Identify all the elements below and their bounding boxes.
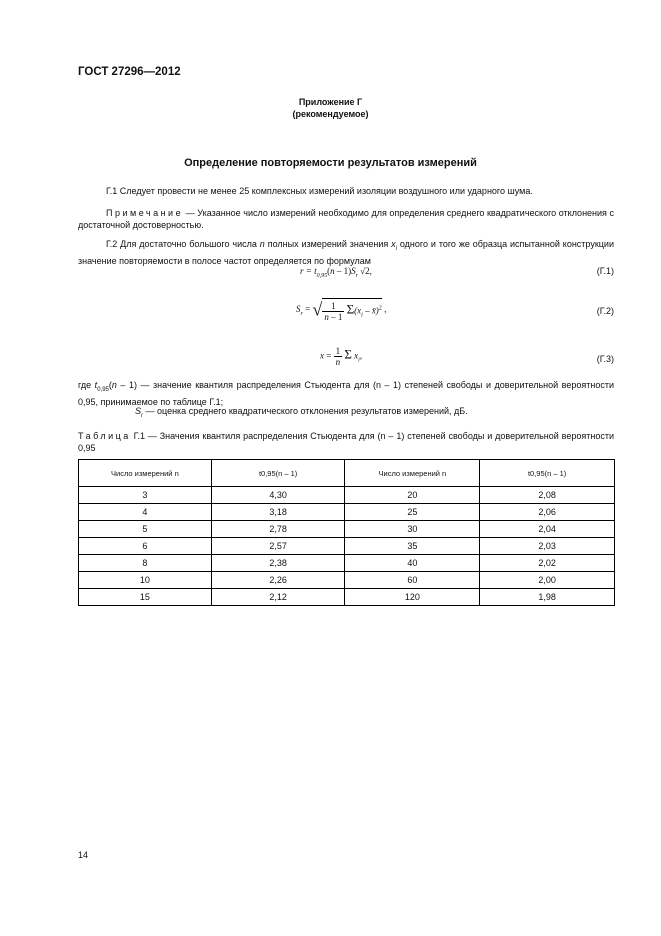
g2-part-c: одного и того же образца испытанной конструкции значение повторяемости в полосе частот определяется по формулам bbox=[78, 239, 614, 266]
table-row bbox=[79, 589, 615, 606]
table-cell: 25 bbox=[345, 504, 480, 521]
table-cell: 35 bbox=[345, 538, 480, 555]
table-caption bbox=[78, 430, 614, 454]
table-row bbox=[79, 538, 615, 555]
table-caption-text: Г.1 — Значения квантиля распределения Стьюдента для (n – 1) степеней свободы и доверительной вероятности 0,95 bbox=[78, 431, 614, 453]
table-cell: 40 bbox=[345, 555, 480, 572]
table-cell: 2,08 bbox=[480, 487, 615, 504]
header-t-left: t0,95(n – 1) bbox=[211, 460, 345, 487]
table-cell: 2,26 bbox=[211, 572, 345, 589]
table-cell: 2,12 bbox=[211, 589, 345, 606]
note-label: Примечание bbox=[106, 208, 184, 218]
table-cell: 5 bbox=[79, 521, 212, 538]
table-cell: 20 bbox=[345, 487, 480, 504]
formula-g2: $S_r$ = √ $\frac{1}{n - 1}$ $\Sigma(x_i$ – x̄)$^2$ , bbox=[296, 299, 387, 322]
g2-i: i bbox=[395, 245, 397, 252]
student-quantile-table bbox=[78, 459, 615, 606]
formula-g2-number: (Г.2) bbox=[596, 306, 614, 316]
table-header-row bbox=[79, 460, 615, 487]
table-cell: 3,18 bbox=[211, 504, 345, 521]
where-t-definition: где $t_{0,95}(n - 1)$ — значение квантиля распределения Стьюдента для (n – 1) степеней свободы и доверительной вероятности 0,95, принимаемое по таблице Г.1; bbox=[78, 380, 615, 407]
table-cell: 4 bbox=[79, 504, 212, 521]
note-text: — Указанное число измерений необходимо для определения среднего квадратического отклонения с достаточной достоверностью. bbox=[78, 208, 614, 230]
table-cell: 30 bbox=[345, 521, 480, 538]
header-t-right: t0,95(n – 1) bbox=[480, 460, 615, 487]
table-cell: 4,30 bbox=[211, 487, 345, 504]
table-caption-label: Таблица bbox=[78, 431, 131, 441]
g2-part-b: полных измерений значения bbox=[264, 239, 392, 249]
where-label: где bbox=[78, 380, 95, 390]
table-row bbox=[79, 555, 615, 572]
header-n-left: Число измерений n bbox=[79, 460, 212, 487]
table-cell: 2,03 bbox=[480, 538, 615, 555]
table-cell: 120 bbox=[345, 589, 480, 606]
standard-number: ГОСТ 27296—2012 bbox=[78, 66, 181, 78]
table-cell: 2,78 bbox=[211, 521, 345, 538]
where-s-definition: $S_r$ — оценка среднего квадратического отклонения результатов измерений, дБ. bbox=[135, 406, 468, 419]
table-cell: 3 bbox=[79, 487, 212, 504]
table-cell: 2,00 bbox=[480, 572, 615, 589]
formula-g3-number: (Г.3) bbox=[596, 354, 614, 364]
table-cell: 15 bbox=[79, 589, 212, 606]
g2-x: x bbox=[391, 239, 396, 249]
table-row bbox=[79, 521, 615, 538]
paragraph-g1 bbox=[78, 185, 614, 197]
table-row bbox=[79, 487, 615, 504]
table-cell: 2,02 bbox=[480, 555, 615, 572]
paragraph-g2 bbox=[78, 238, 614, 267]
t-definition-text: — значение квантиля распределения Стьюдента для (n – 1) степеней свободы и доверительной вероятности 0,95, принимаемое по таблице Г.1; bbox=[78, 380, 615, 407]
formula-g1: $r = t_{0,95}(n - 1)S_r$ √2, bbox=[300, 266, 372, 279]
appendix-title: Приложение Г bbox=[298, 97, 363, 107]
paragraph-g1-text: Г.1 Следует провести не менее 25 комплексных измерений изоляции воздушного или ударного шума. bbox=[106, 186, 533, 196]
table-cell: 1,98 bbox=[480, 589, 615, 606]
header-n-right: Число измерений n bbox=[345, 460, 480, 487]
table-cell: 6 bbox=[79, 538, 212, 555]
section-heading: Определение повторяемости результатов измерений bbox=[184, 157, 477, 169]
table-cell: 2,38 bbox=[211, 555, 345, 572]
g2-n: n bbox=[259, 239, 265, 249]
formula-g1-number: (Г.1) bbox=[596, 266, 614, 276]
table-cell: 2,04 bbox=[480, 521, 615, 538]
table-row bbox=[79, 572, 615, 589]
table-cell: 8 bbox=[79, 555, 212, 572]
table-row bbox=[79, 504, 615, 521]
appendix-subtitle: (рекомендуемое) bbox=[292, 109, 369, 119]
table-cell: 60 bbox=[345, 572, 480, 589]
g2-part-a: Г.2 Для достаточно большого числа bbox=[106, 239, 260, 249]
table-cell: 2,57 bbox=[211, 538, 345, 555]
note-paragraph bbox=[78, 207, 614, 231]
page-number: 14 bbox=[78, 850, 89, 860]
table-cell: 2,06 bbox=[480, 504, 615, 521]
table-cell: 10 bbox=[79, 572, 212, 589]
formula-g3: x = $\frac{1}{n}$ Σ $x_i$, bbox=[320, 346, 363, 367]
s-definition-text: — оценка среднего квадратического отклонения результатов измерений, дБ. bbox=[143, 406, 468, 416]
